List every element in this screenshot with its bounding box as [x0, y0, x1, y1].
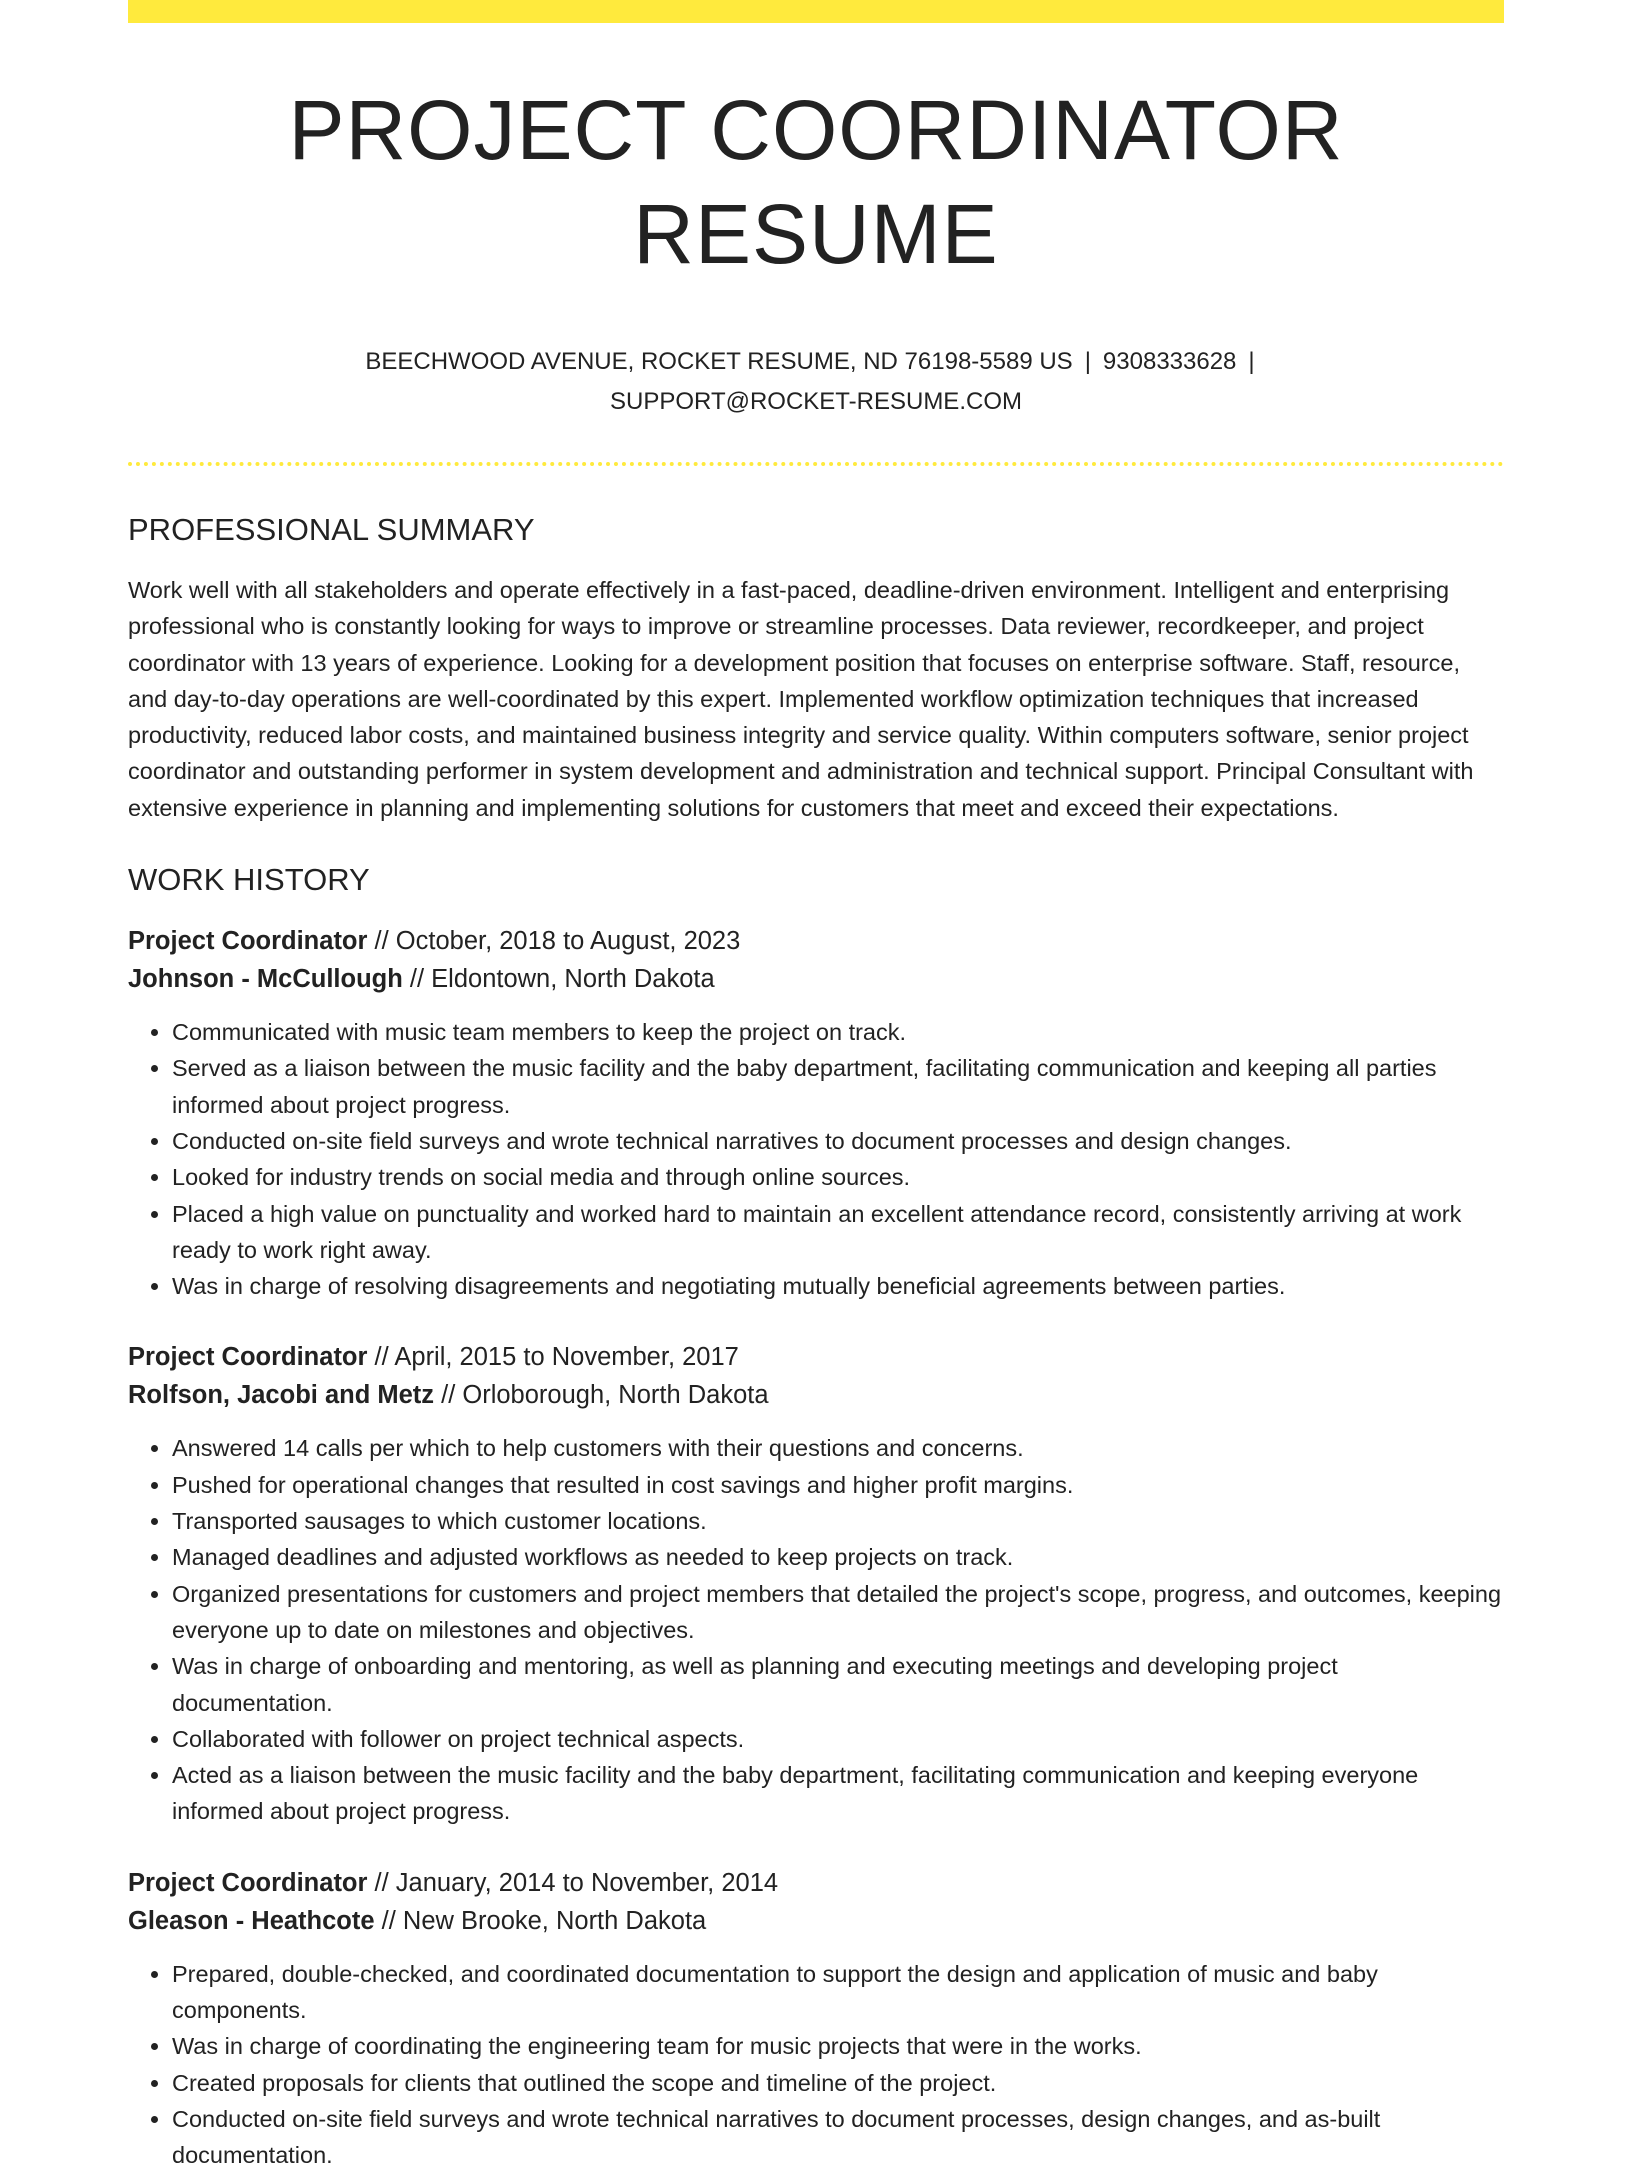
job-dates: // October, 2018 to August, 2023: [374, 927, 741, 956]
job-bullet: • Answered 14 calls per which to help customers with their questions and concerns.: [172, 1430, 1504, 1466]
contact-info: [128, 342, 1504, 422]
job-title-line: [128, 922, 1504, 960]
job-bullet: • Transported sausages to which customer locations.: [172, 1503, 1504, 1539]
contact-address: BEECHWOOD AVENUE, ROCKET RESUME, ND 76198-5589 US: [365, 348, 1073, 375]
job-bullet: • Communicated with music team members to keep the project on track.: [172, 1014, 1504, 1050]
job-bullet: • Collaborated with follower on project technical aspects.: [172, 1721, 1504, 1757]
job-bullet: • Served as a liaison between the music facility and the baby department, facilitating communication and keeping all parties informed about project progress.: [172, 1050, 1504, 1123]
page-title: PROJECT COORDINATOR RESUME: [288, 83, 1344, 281]
job-company-line: [128, 1902, 1504, 1940]
job-bullet: • Was in charge of onboarding and mentoring, as well as planning and executing meetings and developing project documentation.: [172, 1648, 1504, 1721]
job-bullet-list: [128, 1430, 1504, 1829]
job-company: Johnson - McCullough: [128, 965, 403, 994]
job-company-line: [128, 960, 1504, 998]
job-bullet: • Prepared, double-checked, and coordinated documentation to support the design and application of music and baby components.: [172, 1956, 1504, 2029]
job-bullet: • Was in charge of resolving disagreements and negotiating mutually beneficial agreements between parties.: [172, 1268, 1504, 1304]
contact-email: SUPPORT@ROCKET-RESUME.COM: [610, 388, 1022, 415]
job-bullet-list: [128, 1014, 1504, 1304]
job-location: // Eldontown, North Dakota: [409, 965, 715, 994]
job-title: Project Coordinator: [128, 1343, 368, 1372]
job-entry: [128, 1338, 1504, 1829]
job-bullet: • Organized presentations for customers and project members that detailed the project's scope, progress, and outcomes, keeping everyone up to date on milestones and objectives.: [172, 1576, 1504, 1649]
job-title-line: [128, 1338, 1504, 1376]
contact-phone: 9308333628: [1102, 348, 1237, 375]
job-bullet: • Conducted on-site field surveys and wrote technical narratives to document processes and design changes.: [172, 1123, 1504, 1159]
job-location: // New Brooke, North Dakota: [381, 1906, 707, 1935]
job-location: // Orloborough, North Dakota: [441, 1381, 769, 1410]
contact-separator: |: [1084, 348, 1091, 375]
section-heading-summary: PROFESSIONAL SUMMARY: [128, 512, 535, 547]
job-bullet: • Looked for industry trends on social media and through online sources.: [172, 1159, 1504, 1195]
section-heading-work-history: WORK HISTORY: [128, 862, 370, 898]
job-bullet: • Pushed for operational changes that resulted in cost savings and higher profit margins.: [172, 1467, 1504, 1503]
job-title-line: [128, 1864, 1504, 1902]
job-bullet: • Was in charge of coordinating the engineering team for music projects that were in the works.: [172, 2028, 1504, 2064]
job-bullet: • Managed deadlines and adjusted workflows as needed to keep projects on track.: [172, 1539, 1504, 1575]
job-bullet: • Conducted on-site field surveys and wrote technical narratives to document processes, design changes, and as-built documentation.: [172, 2101, 1504, 2174]
dotted-divider: [128, 462, 1504, 466]
resume-content: [128, 0, 1504, 2174]
job-title: Project Coordinator: [128, 927, 368, 956]
contact-separator: |: [1248, 348, 1255, 375]
job-company: Gleason - Heathcote: [128, 1906, 375, 1935]
job-dates: // April, 2015 to November, 2017: [374, 1343, 739, 1372]
job-company-line: [128, 1376, 1504, 1414]
job-dates: // January, 2014 to November, 2014: [374, 1868, 779, 1897]
job-bullet: • Acted as a liaison between the music facility and the baby department, facilitating communication and keeping everyone informed about project progress.: [172, 1757, 1504, 1830]
summary-text: Work well with all stakeholders and operate effectively in a fast-paced, deadline-driven environment. Intelligent and enterprising professional who is constantly looking for ways to improve or streamline processes. Data reviewer, recordkeeper, and project coordinator with 13 years of experience. Looking for a development position that focuses on enterprise software. Staff, resource, and day-to-day operations are well-coordinated by this expert. Implemented workflow optimization techniques that increased productivity, reduced labor costs, and maintained business integrity and service quality. Within computers software, senior project coordinator and outstanding performer in system development and administration and technical support. Principal Consultant with extensive experience in planning and implementing solutions for customers that meet and exceed their expectations.: [128, 577, 1474, 821]
job-bullet-list: [128, 1956, 1504, 2174]
job-title: Project Coordinator: [128, 1868, 368, 1897]
job-entry: [128, 922, 1504, 1304]
job-entry: [128, 1864, 1504, 2174]
job-bullet: • Placed a high value on punctuality and worked hard to maintain an excellent attendance record, consistently arriving at work ready to work right away.: [172, 1196, 1504, 1269]
job-company: Rolfson, Jacobi and Metz: [128, 1381, 435, 1410]
job-bullet: • Created proposals for clients that outlined the scope and timeline of the project.: [172, 2065, 1504, 2101]
